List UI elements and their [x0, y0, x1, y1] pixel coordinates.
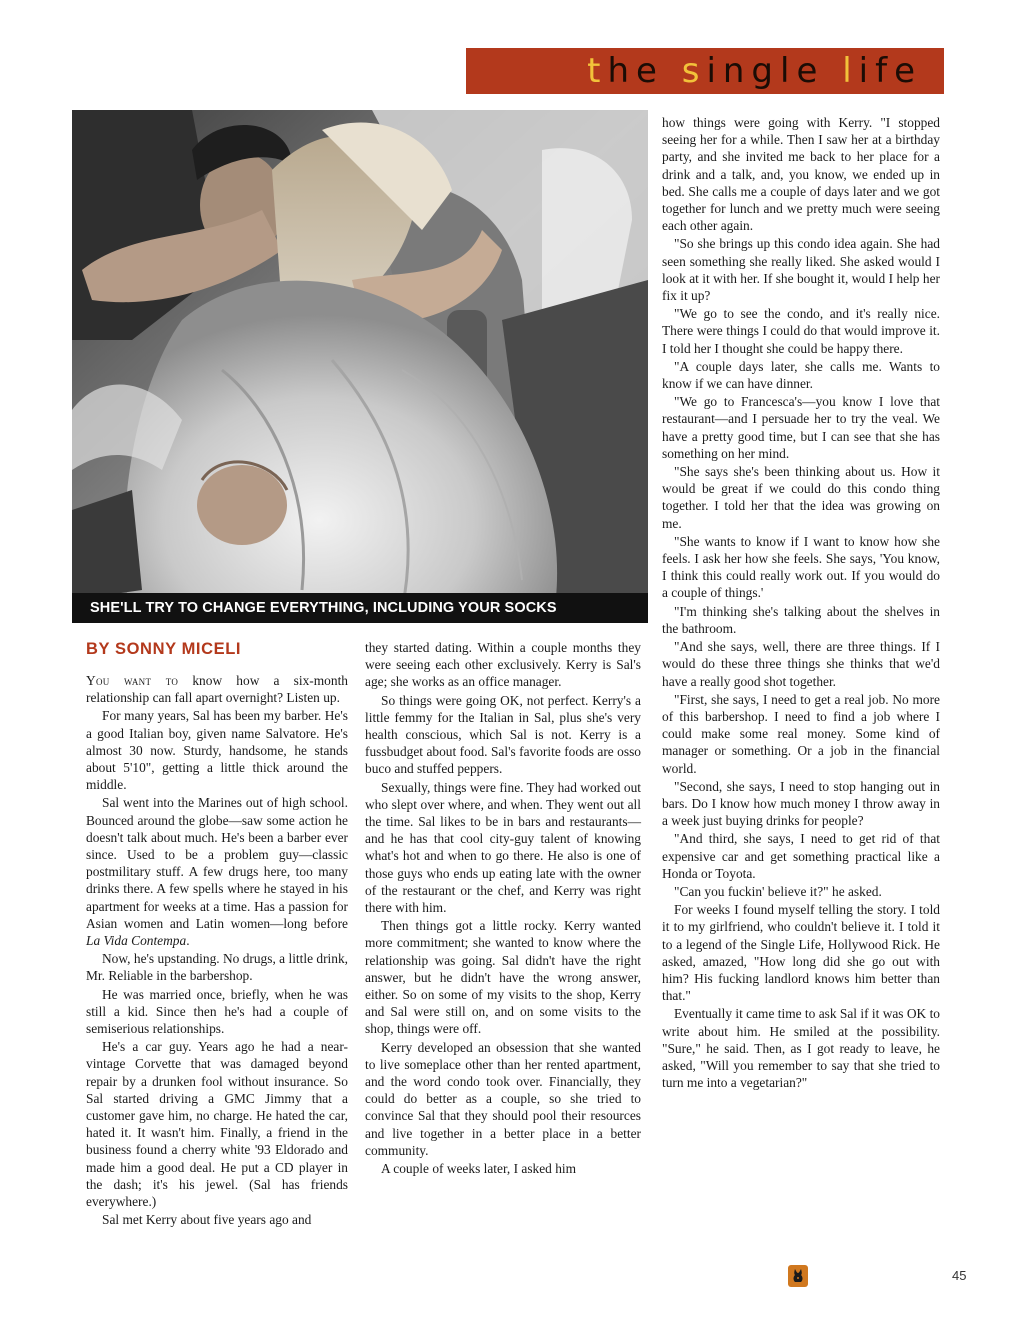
byline: BY SONNY MICELI [86, 640, 242, 658]
paragraph: Sexually, things were fine. They had worked out who slept over where, and when. They went out all the time. Sal likes to be in bars and restaurants—and he has that cool city-guy talent of knowing what's hot and when to go there. He also is one of those guys who ends up eating late with the owner of the restaurant or the chef, and Kerry was right there with him. [365, 779, 641, 916]
paragraph: He's a car guy. Years ago he had a near-vintage Corvette that was damaged beyond repair by a drunken fool without insurance. So Sal started driving a GMC Jimmy that a customer gave him, no charge. He hated the car, hated it. It wasn't him. Finally, a friend in the business found a cherry white '93 Eldorado and made him a good deal. He put a CD player in the dash; it's his jewel. (Sal has friends everywhere.) [86, 1039, 348, 1210]
paragraph: "We go to see the condo, and it's really nice. There were things I could do that would improve it. I told her I thought she could be happy there. [662, 306, 940, 356]
paragraph: "She wants to know if I want to know how she feels. I ask her how she feels. She says, 'You know, I think this could really work out. If you would do a couple of things.' [662, 533, 940, 601]
article-photo [72, 110, 648, 623]
photo-illustration [72, 110, 648, 623]
paragraph: Sal met Kerry about five years ago and [102, 1212, 312, 1228]
paragraph: "A couple days later, she calls me. Wants to know if we can have dinner. [662, 358, 940, 392]
paragraph: Kerry developed an obsession that she wanted to live someplace other than her rented apartment, and the word condo took over. Financially, they could do better as a couple, so she tried to convince Sal that they should pool their resources and live together in a better place in a better community. [365, 1039, 641, 1158]
paragraph: how things were going with Kerry. "I stopped seeing her for a while. Then I saw her at a birthday party, and she invited me back to her place for a drink and a talk, and, you know, we ended up in bed. She calls me a couple of days later and we got together for lunch and we pretty much were seeing each other again. [662, 115, 940, 234]
paragraph: Eventually it came time to ask Sal if it was OK to write about him. He smiled at the possibility. "Sure," he said. Then, as I got ready to leave, he asked, "Will you remember to say that she tried to turn me into a vegetarian?" [662, 1006, 940, 1091]
paragraph: For weeks I found myself telling the story. I told it to my girlfriend, who couldn't believe it. I told it to a legend of the Single Life, Hollywood Rick. He asked, amazed, "How long did she go out with him? His fucking landlord knows him better than that." [662, 902, 940, 1004]
title-initial: t [587, 51, 608, 91]
title-initial: s [681, 51, 707, 91]
section-banner [466, 48, 944, 94]
paragraph: A couple of weeks later, I asked him [381, 1161, 577, 1177]
paragraph: Then things got a little rocky. Kerry wanted more commitment; she wanted to know where the relationship was going. Sal didn't have the right answer, but he didn't have the wrong answer, either. So on some of my visits to the shop, Kerry and Sal were still on, and on some visits to the shop, things were off. [365, 918, 641, 1037]
article-column-2 [365, 639, 641, 1178]
playboy-bunny-icon [788, 1265, 808, 1287]
paragraph: "Can you fuckin' believe it?" he asked. [674, 883, 882, 899]
paragraph [86, 672, 348, 706]
page-number: 45 [952, 1268, 967, 1283]
paragraph: they started dating. Within a couple months they were seeing each other exclusively. Kerry is Sal's age; she works as an office manager. [365, 640, 641, 690]
paragraph: "And third, she says, I need to get rid of that expensive car and get something practical like a Honda or Toyota. [662, 831, 940, 881]
lead-in: You want to [86, 673, 179, 688]
section-title: the single life [587, 51, 922, 91]
paragraph-text: . [186, 933, 190, 949]
paragraph: "Second, she says, I need to stop hanging out in bars. Do I know how much money I throw away in a week just buying drinks for people? [662, 778, 940, 829]
paragraph: "First, she says, I need to get a real job. No more of this barbershop. I need to find a job where I could make some real money. Some kind of manager or something. Or a job in the financial world. [662, 691, 940, 776]
paragraph: Now, he's upstanding. No drugs, a little drink, Mr. Reliable in the barbershop. [86, 951, 348, 984]
paragraph: "So she brings up this condo idea again. She had seen something she really liked. She asked would I look at it with her. If she bought it, would I help her fix it up? [662, 236, 940, 304]
paragraph-text: know how a six-month relationship can fall apart overnight? Listen up. [86, 673, 348, 706]
paragraph [86, 794, 348, 949]
paragraph: "I'm thinking she's talking about the shelves in the bathroom. [662, 603, 940, 636]
title-initial: l [842, 51, 859, 91]
paragraph: He was married once, briefly, when he was still a kid. Since then he's had a couple of semiserious relationships. [86, 986, 348, 1037]
article-column-3 [662, 114, 940, 1092]
article-column-1 [86, 672, 348, 1230]
paragraph: "And she says, well, there are three things. If I would do these three things she thinks that we'd have a really good shot together. [662, 639, 940, 689]
paragraph: So things were going OK, not perfect. Kerry's a little femmy for the Italian in Sal, plus she's very health conscious, which Sal is not. Kerry is a fussbudget about food. Sal's favorite foods are osso buco and stuffed peppers. [365, 692, 641, 777]
paragraph-text: Sal went into the Marines out of high school. Bounced around the globe—saw some action he doesn't talk about much. He's been a barber ever since. Used to be a problem guy—classic postmilitary stuff. A few drugs here, too many drinks there. A few spells where he stayed in his apartment for weeks at a time. Has a passion for Asian women and Latin women—long before [86, 795, 348, 931]
photo-caption: SHE'LL TRY TO CHANGE EVERYTHING, INCLUDING YOUR SOCKS [72, 593, 648, 623]
italic-title: La Vida Contempa [86, 933, 187, 949]
paragraph: For many years, Sal has been my barber. He's a good Italian boy, given name Salvatore. He's almost 30 now. Sturdy, handsome, he stands about 5'10", getting a little thick around the middle. [86, 708, 348, 793]
paragraph: "She says she's been thinking about us. How it would be great if we could do this condo thing together. I told her that the idea was growing on me. [662, 464, 940, 531]
paragraph: "We go to Francesca's—you know I love that restaurant—and I persuade her to try the veal. We have a pretty good time, but I can see that she has something on her mind. [662, 394, 940, 461]
